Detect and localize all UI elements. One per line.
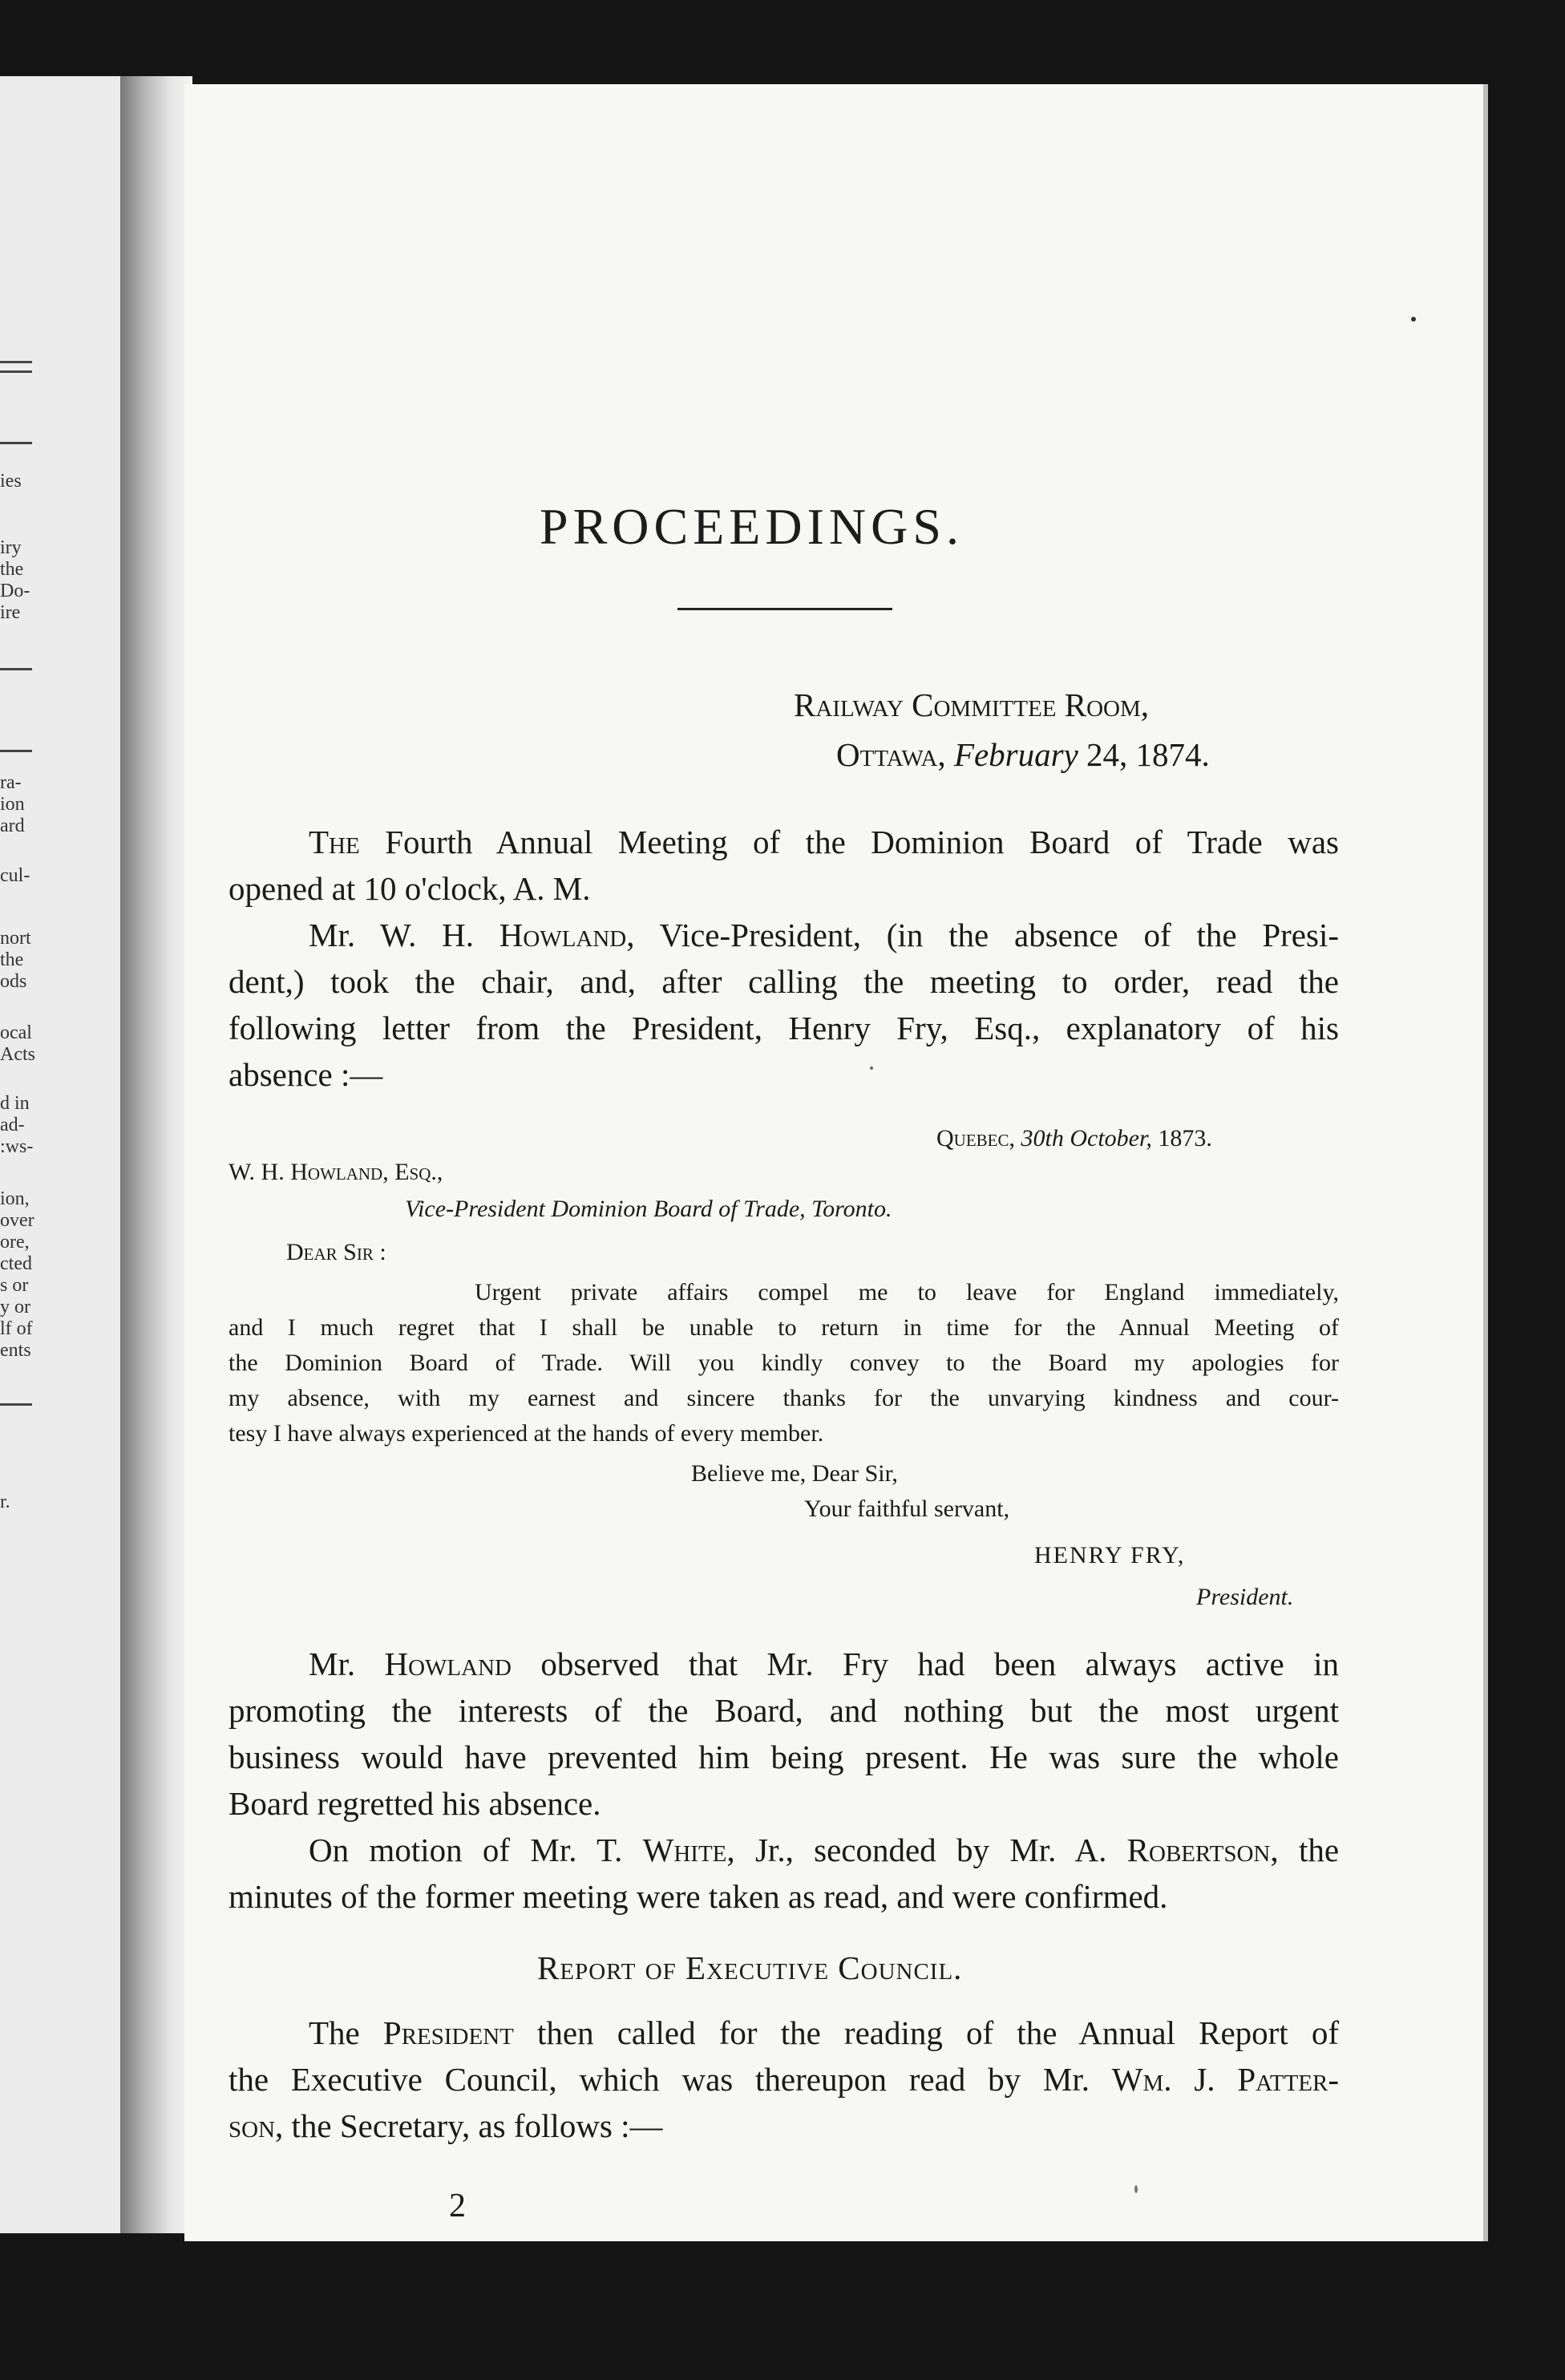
letter-closing: Believe me, Dear Sir, xyxy=(691,1460,898,1487)
paragraph-2-line-3: following letter from the President, Henry Fry, Esq., explanatory of his xyxy=(228,1010,1339,1046)
title-rule xyxy=(677,608,892,610)
text: Jr., seconded by Mr. A. xyxy=(754,1832,1107,1868)
paragraph-5-line-3 xyxy=(228,2103,663,2149)
paragraph-3-line-2: promoting the interests of the Board, and nothing but the most urgent xyxy=(228,1692,1339,1729)
paragraph-2-line-1 xyxy=(309,912,1339,958)
margin-fragment: r. xyxy=(0,1492,10,1512)
dateline-city: Ottawa, xyxy=(836,736,946,773)
margin-fragment: ire xyxy=(0,602,21,623)
text: the Executive Council, which was thereupon read by Mr. xyxy=(228,2061,1090,2098)
margin-fragment: ore, xyxy=(0,1232,30,1253)
rule xyxy=(0,1403,32,1406)
text: Fourth Annual Meeting of the Dominion Board of Trade was xyxy=(385,824,1339,860)
margin-fragment: ion, xyxy=(0,1188,30,1209)
dateline-date xyxy=(836,731,1210,778)
letter-salutation: Dear Sir : xyxy=(286,1239,386,1265)
letter-signature: HENRY FRY, xyxy=(1034,1542,1186,1568)
text: Mr. W. H. xyxy=(309,917,474,953)
letter-body-line: and I much regret that I shall be unable to return in time for the Annual Meeting of xyxy=(228,1314,1339,1341)
dateline-day-year: 24, 1874. xyxy=(1086,736,1210,773)
margin-fragment: cted xyxy=(0,1253,32,1274)
margin-fragment: over xyxy=(0,1210,34,1231)
person-name: Wm. J. Patter- xyxy=(1111,2061,1339,2098)
margin-fragment: ad- xyxy=(0,1115,25,1135)
paragraph-2-line-4: absence :— xyxy=(228,1056,383,1093)
text: Mr. xyxy=(309,1645,356,1682)
margin-fragment: lf of xyxy=(0,1318,33,1339)
speck xyxy=(870,1067,873,1070)
text: Vice-President, (in the absence of the Presi- xyxy=(659,917,1340,953)
rule xyxy=(0,750,32,752)
letter-addressee xyxy=(228,1155,443,1190)
paragraph-5-line-1 xyxy=(309,2010,1339,2056)
margin-fragment: ra- xyxy=(0,772,22,793)
page-title: PROCEEDINGS. xyxy=(540,498,964,555)
paragraph-1-line-2: opened at 10 o'clock, A. M. xyxy=(228,870,591,907)
margin-fragment: d in xyxy=(0,1093,30,1114)
margin-fragment: ents xyxy=(0,1340,31,1361)
text: The xyxy=(309,2014,360,2051)
dateline-month: February xyxy=(953,736,1078,773)
letter-signature-title: President. xyxy=(1196,1584,1294,1610)
person-name: President xyxy=(382,2014,514,2051)
dateline-place: Railway Committee Room, xyxy=(794,686,1150,723)
margin-fragment: s or xyxy=(0,1275,29,1296)
person-name: White, xyxy=(642,1832,735,1868)
letter-place: Quebec, xyxy=(936,1125,1015,1152)
paragraph-5-line-2 xyxy=(228,2056,1339,2103)
rule xyxy=(0,442,32,444)
speck xyxy=(1411,317,1416,322)
rule xyxy=(0,668,32,670)
person-name: Howland, xyxy=(499,917,635,953)
paragraph-3-line-1 xyxy=(309,1641,1339,1687)
margin-fragment: Do- xyxy=(0,581,30,601)
person-name: son, xyxy=(228,2107,284,2144)
speck xyxy=(1134,2185,1138,2193)
lead-word: The xyxy=(309,824,360,860)
margin-fragment: cul- xyxy=(0,865,30,886)
section-heading: Report of Executive Council. xyxy=(537,1949,963,1986)
margin-fragment: the xyxy=(0,949,24,970)
letter-body-line: the Dominion Board of Trade. Will you kindly convey to the Board my apologies for xyxy=(228,1350,1339,1376)
paragraph-4-line-2: minutes of the former meeting were taken as read, and were confirmed. xyxy=(228,1878,1168,1915)
margin-fragment: iry xyxy=(0,537,22,558)
person-name: Robertson, xyxy=(1126,1832,1279,1868)
margin-fragment: ies xyxy=(0,471,22,492)
letter-closing: Your faithful servant, xyxy=(804,1496,1010,1522)
letter-dateline xyxy=(936,1121,1212,1156)
letter-body-line: my absence, with my earnest and sincere thanks for the unvarying kindness and cour- xyxy=(228,1385,1339,1411)
person-name: Howland xyxy=(384,1645,512,1682)
text: the Secretary, as follows :— xyxy=(291,2107,663,2144)
paragraph-3-line-4: Board regretted his absence. xyxy=(228,1785,601,1822)
margin-fragment: ods xyxy=(0,971,27,992)
margin-fragment: ocal xyxy=(0,1022,32,1043)
margin-fragment: ard xyxy=(0,816,25,836)
letter-addressee-title: Vice-President Dominion Board of Trade, Toronto. xyxy=(405,1196,892,1222)
margin-fragment: the xyxy=(0,559,24,580)
left-facing-page xyxy=(0,76,120,2233)
margin-fragment: ion xyxy=(0,794,25,815)
letter-year: 1873. xyxy=(1158,1125,1212,1152)
rule xyxy=(0,370,32,373)
letter-date: 30th October, xyxy=(1021,1125,1152,1152)
margin-fragment: :ws- xyxy=(0,1136,34,1157)
letter-body-line: Urgent private affairs compel me to leave for England immediately, xyxy=(475,1279,1339,1305)
margin-fragment: nort xyxy=(0,928,31,949)
letter-body-line: tesy I have always experienced at the hands of every member. xyxy=(228,1420,824,1447)
paragraph-1-line-1 xyxy=(228,819,1339,865)
person-name: Howland, Esq., xyxy=(290,1159,443,1185)
paragraph-2-line-2: dent,) took the chair, and, after calling the meeting to order, read the xyxy=(228,963,1339,1000)
book-gutter xyxy=(120,76,192,2233)
paragraph-3-line-3: business would have prevented him being present. He was sure the whole xyxy=(228,1738,1339,1775)
text: W. H. xyxy=(228,1159,285,1185)
paragraph-4-line-1 xyxy=(309,1827,1339,1873)
rule xyxy=(0,361,32,363)
page-number: 2 xyxy=(449,2188,466,2224)
text: On motion of Mr. T. xyxy=(309,1832,623,1868)
text: observed that Mr. Fry had been always active in xyxy=(540,1645,1340,1682)
margin-fragment: Acts xyxy=(0,1044,35,1065)
text: then called for the reading of the Annual Report of xyxy=(537,2014,1339,2051)
margin-fragment: y or xyxy=(0,1297,30,1318)
text: the xyxy=(1298,1832,1340,1868)
